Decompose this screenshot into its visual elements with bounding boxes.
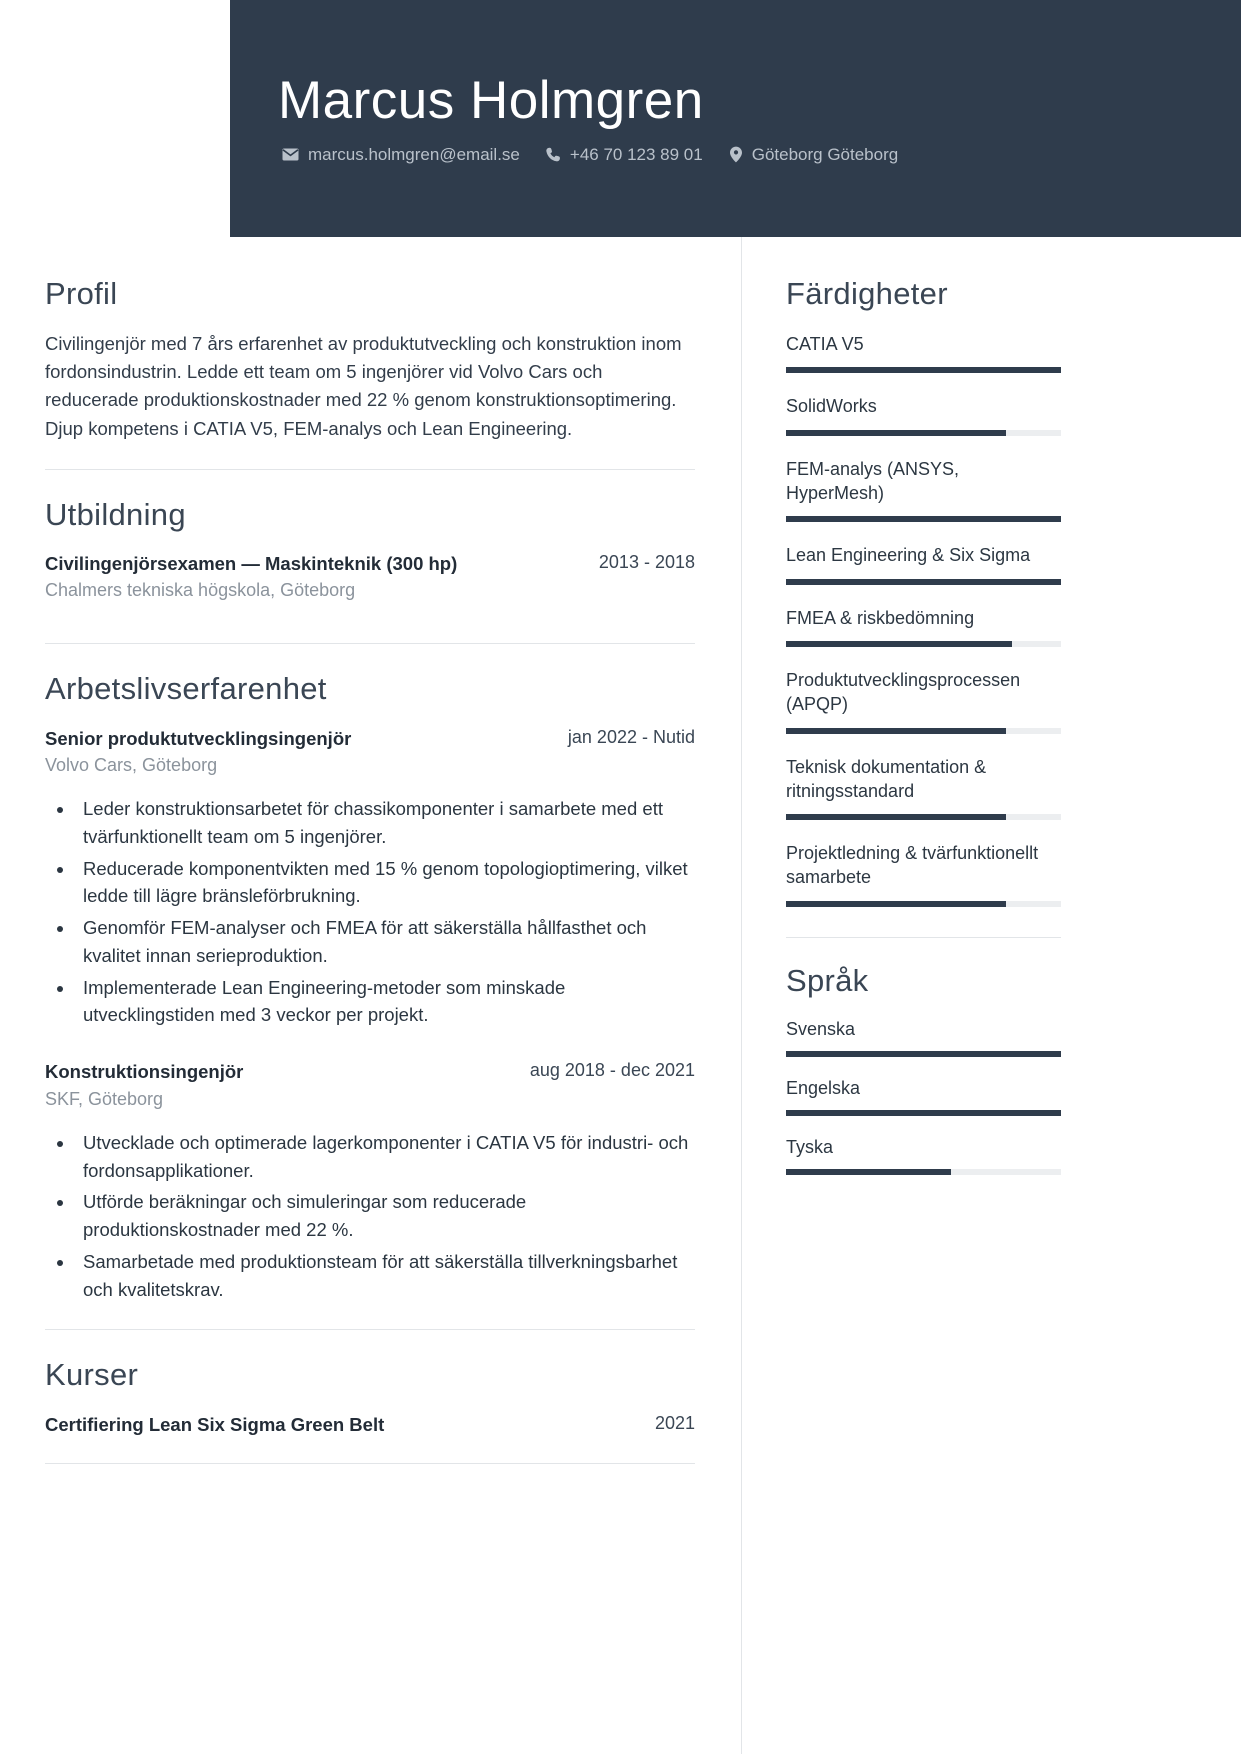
skill-label: Teknisk dokumentation & ritningsstandard <box>786 756 987 801</box>
language-label: Tyska <box>786 1136 834 1157</box>
course-date: 2021 <box>654 1412 695 1433</box>
education-date: 2013 - 2018 <box>598 551 695 572</box>
skill-bar-track <box>786 901 1061 907</box>
divider <box>786 937 1061 938</box>
section-skills <box>786 275 1061 907</box>
language-bar-track <box>786 1169 1061 1175</box>
skill-bar-fill <box>786 367 1061 373</box>
section-title-profile: Profil <box>45 276 118 311</box>
skill-label: SolidWorks <box>786 396 877 417</box>
skill-label: CATIA V5 <box>786 334 864 355</box>
experience-item <box>45 726 695 1030</box>
skill-bar-track <box>786 516 1061 522</box>
skill-item <box>786 457 1061 523</box>
education-item-head <box>45 551 695 577</box>
skill-bar-track <box>786 728 1061 734</box>
skill-label: Projektledning & tvärfunktionellt samarbete <box>786 843 1039 888</box>
section-title-skills: Färdigheter <box>786 276 948 311</box>
education-school: Chalmers tekniska högskola, Göteborg <box>45 580 356 601</box>
language-item <box>786 1019 1061 1057</box>
section-title-experience: Arbetslivserfarenhet <box>45 671 327 707</box>
section-languages <box>786 962 1061 1175</box>
list-item: • Reducerade komponentvikten med 15 % genom topologioptimering, vilket ledde till lägre bränsleförbrukning. <box>75 855 695 911</box>
section-title-courses: Kurser <box>45 1357 139 1393</box>
profile-text: Civilingenjör med 7 års erfarenhet av produktutveckling och konstruktion inom fordonsindustrin. Ledde ett team om 5 ingenjörer vid Volvo Cars och reducerade produktionskostnader med 22 % genom konstruktionsoptimering. Djup kompetens i CATIA V5, FEM-analys och Lean Engineering. <box>45 333 682 439</box>
experience-company: SKF, Göteborg <box>45 1088 164 1109</box>
language-bar-fill <box>786 1051 1061 1057</box>
skill-bar-fill <box>786 579 1061 585</box>
contact-location-value: Göteborg Göteborg <box>751 144 899 164</box>
email-icon <box>282 148 299 161</box>
language-item <box>786 1137 1061 1175</box>
divider <box>45 1463 695 1464</box>
skill-label: FEM-analys (ANSYS, HyperMesh) <box>786 458 960 504</box>
language-label: Svenska <box>786 1018 856 1039</box>
contact-email <box>282 145 520 165</box>
skill-bar-track <box>786 641 1061 647</box>
skill-bar-fill <box>786 430 1006 436</box>
page-title: Marcus Holmgren <box>278 71 704 131</box>
skill-bar-fill <box>786 728 1006 734</box>
divider <box>45 469 695 470</box>
experience-role: Senior produktutvecklingsingenjör <box>45 727 352 749</box>
skill-item <box>786 543 1061 584</box>
skill-bar-track <box>786 814 1061 820</box>
course-name: Certifiering Lean Six Sigma Green Belt <box>45 1413 385 1435</box>
resume-body <box>0 237 1241 1754</box>
skill-bar-fill <box>786 814 1006 820</box>
language-bar-track <box>786 1051 1061 1057</box>
skill-item <box>786 755 1061 821</box>
contact-location <box>729 145 898 165</box>
contact-row <box>278 145 1241 165</box>
skill-item <box>786 841 1061 907</box>
section-courses <box>45 1356 695 1437</box>
list-item: • Implementerade Lean Engineering-metoder som minskade utvecklingstiden med 3 veckor per projekt. <box>75 974 695 1030</box>
experience-item-head <box>45 726 695 752</box>
skill-label: Lean Engineering & Six Sigma <box>786 545 1031 566</box>
section-title-languages: Språk <box>786 962 869 998</box>
divider <box>45 1329 695 1330</box>
skill-bar-fill <box>786 516 1061 522</box>
experience-role: Konstruktionsingenjör <box>45 1061 244 1083</box>
list-item: • Samarbetade med produktionsteam för att säkerställa tillverkningsbarhet och kvalitetskrav. <box>75 1248 695 1304</box>
skill-item <box>786 668 1061 734</box>
list-item: • Utförde beräkningar och simuleringar som reducerade produktionskostnader med 22 %. <box>75 1188 695 1244</box>
contact-email-value: marcus.holmgren@email.se <box>308 144 520 164</box>
section-title-education: Utbildning <box>45 496 186 532</box>
experience-date: aug 2018 - dec 2021 <box>529 1060 695 1081</box>
language-item <box>786 1078 1061 1116</box>
education-item <box>45 551 695 604</box>
experience-item <box>45 1059 695 1303</box>
skill-bar-track <box>786 579 1061 585</box>
skill-item <box>786 332 1061 373</box>
contact-phone <box>546 145 703 165</box>
phone-icon <box>546 147 561 163</box>
list-item: • Leder konstruktionsarbetet för chassikomponenter i samarbete med ett tvärfunktionellt team om 5 ingenjörer. <box>75 795 695 851</box>
experience-bullets <box>75 1129 695 1304</box>
skill-bar-fill <box>786 901 1006 907</box>
skill-bar-fill <box>786 641 1012 647</box>
main-column <box>0 237 745 1754</box>
divider <box>45 643 695 644</box>
language-label: Engelska <box>786 1077 861 1098</box>
sidebar-column <box>741 237 1237 1754</box>
education-degree: Civilingenjörsexamen — Maskinteknik (300 hp) <box>45 552 458 574</box>
experience-date: jan 2022 - Nutid <box>567 726 695 747</box>
resume-header <box>230 0 1241 237</box>
course-item-head <box>45 1412 695 1438</box>
course-item <box>45 1412 695 1438</box>
language-bar-fill <box>786 1110 1061 1116</box>
experience-company: Volvo Cars, Göteborg <box>45 755 218 776</box>
section-profile <box>45 275 695 443</box>
contact-phone-value: +46 70 123 89 01 <box>569 144 703 164</box>
language-bar-track <box>786 1110 1061 1116</box>
list-item: • Utvecklade och optimerade lagerkomponenter i CATIA V5 för industri- och fordonsapplikationer. <box>75 1129 695 1185</box>
experience-bullets <box>75 795 695 1029</box>
language-bar-fill <box>786 1169 951 1175</box>
skill-bar-track <box>786 430 1061 436</box>
skill-item <box>786 394 1061 435</box>
skill-label: Produktutvecklingsprocessen (APQP) <box>786 669 1021 715</box>
skill-item <box>786 606 1061 647</box>
list-item: • Genomför FEM-analyser och FMEA för att säkerställa hållfasthet och kvalitet innan serieproduktion. <box>75 914 695 970</box>
skill-label: FMEA & riskbedömning <box>786 607 975 628</box>
section-experience <box>45 670 695 1303</box>
skill-bar-track <box>786 367 1061 373</box>
experience-item-head <box>45 1059 695 1085</box>
location-pin-icon <box>729 146 743 163</box>
section-education <box>45 496 695 618</box>
